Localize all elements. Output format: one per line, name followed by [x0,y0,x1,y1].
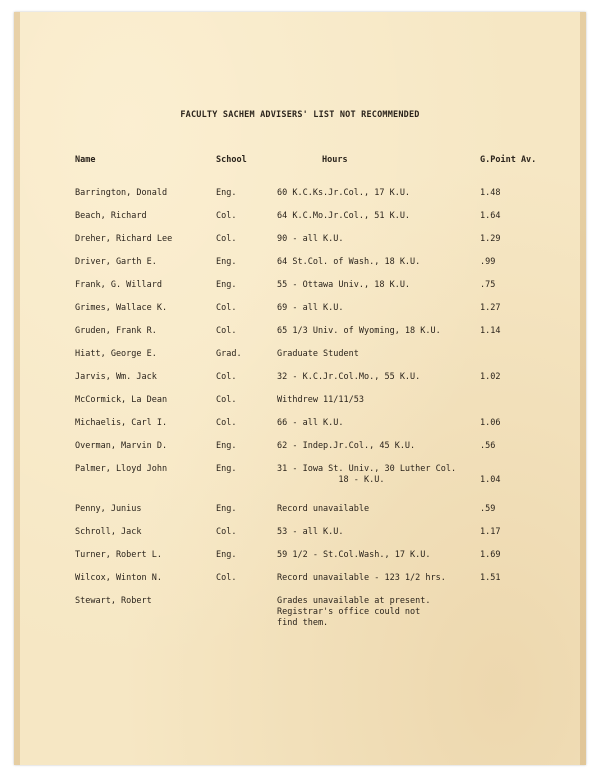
row-school: Grad. [216,349,242,359]
row-school: Eng. [216,257,237,267]
row-gpa: 1.64 [480,211,501,221]
document-page [14,12,586,765]
row-school: Col. [216,303,237,313]
row-gpa: 1.29 [480,234,501,244]
row-school: Col. [216,326,237,336]
row-hours: 64 St.Col. of Wash., 18 K.U. [277,257,421,267]
row-gpa: 1.14 [480,326,501,336]
row-school: Col. [216,418,237,428]
row-school: Eng. [216,504,237,514]
row-name: Palmer, Lloyd John [75,464,168,474]
row-name: Grimes, Wallace K. [75,303,168,313]
column-header-school: School [216,155,247,165]
row-hours: 53 - all K.U. [277,527,344,537]
row-school: Eng. [216,464,237,474]
column-header-hours: Hours [322,155,348,165]
row-hours: 59 1/2 - St.Col.Wash., 17 K.U. [277,550,431,560]
row-name: Driver, Garth E. [75,257,157,267]
row-name: Dreher, Richard Lee [75,234,173,244]
row-name: Penny, Junius [75,504,142,514]
row-school: Col. [216,372,237,382]
row-hours: 32 - K.C.Jr.Col.Mo., 55 K.U. [277,372,421,382]
row-school: Eng. [216,550,237,560]
row-gpa: .59 [480,504,496,514]
row-name: McCormick, La Dean [75,395,168,405]
row-hours: 69 - all K.U. [277,303,344,313]
row-hours: Record unavailable [277,504,370,514]
document-title: FACULTY SACHEM ADVISERS' LIST NOT RECOMMENDED [180,110,420,120]
row-gpa: 1.27 [480,303,501,313]
row-hours: 66 - all K.U. [277,418,344,428]
row-gpa: 1.69 [480,550,501,560]
row-name: Stewart, Robert [75,596,152,606]
row-gpa: 1.51 [480,573,501,583]
row-hours: 62 - Indep.Jr.Col., 45 K.U. [277,441,416,451]
row-gpa: 1.17 [480,527,501,537]
row-school: Col. [216,234,237,244]
row-gpa: .56 [480,441,496,451]
row-gpa: 1.06 [480,418,501,428]
row-gpa: 1.02 [480,372,501,382]
row-name: Beach, Richard [75,211,147,221]
row-name: Gruden, Frank R. [75,326,157,336]
column-header-gpa: G.Point Av. [480,155,537,165]
row-hours: 31 - Iowa St. Univ., 30 Luther Col. 18 - K.U. [277,464,457,485]
row-gpa: 1.48 [480,188,501,198]
row-name: Hiatt, George E. [75,349,157,359]
row-school: Eng. [216,441,237,451]
row-hours: Graduate Student [277,349,359,359]
row-name: Jarvis, Wm. Jack [75,372,157,382]
row-name: Frank, G. Willard [75,280,162,290]
row-school: Eng. [216,188,237,198]
row-name: Overman, Marvin D. [75,441,168,451]
row-school: Col. [216,527,237,537]
row-hours: 64 K.C.Mo.Jr.Col., 51 K.U. [277,211,411,221]
row-name: Turner, Robert L. [75,550,162,560]
row-school: Col. [216,573,237,583]
row-hours: 90 - all K.U. [277,234,344,244]
row-gpa: 1.04 [480,475,501,485]
row-hours: Withdrew 11/11/53 [277,395,364,405]
row-name: Schroll, Jack [75,527,142,537]
row-hours: Record unavailable - 123 1/2 hrs. [277,573,446,583]
row-gpa: .75 [480,280,496,290]
row-hours: 55 - Ottawa Univ., 18 K.U. [277,280,411,290]
row-school: Col. [216,211,237,221]
row-hours: 65 1/3 Univ. of Wyoming, 18 K.U. [277,326,441,336]
row-name: Barrington, Donald [75,188,168,198]
paper-edge-left [14,12,20,765]
row-name: Michaelis, Carl I. [75,418,168,428]
paper-edge-right [580,12,586,765]
row-school: Eng. [216,280,237,290]
row-hours: 60 K.C.Ks.Jr.Col., 17 K.U. [277,188,411,198]
row-gpa: .99 [480,257,496,267]
row-hours: Grades unavailable at present. Registrar's office could not find them. [277,596,431,628]
column-header-name: Name [75,155,96,165]
row-name: Wilcox, Winton N. [75,573,162,583]
row-school: Col. [216,395,237,405]
